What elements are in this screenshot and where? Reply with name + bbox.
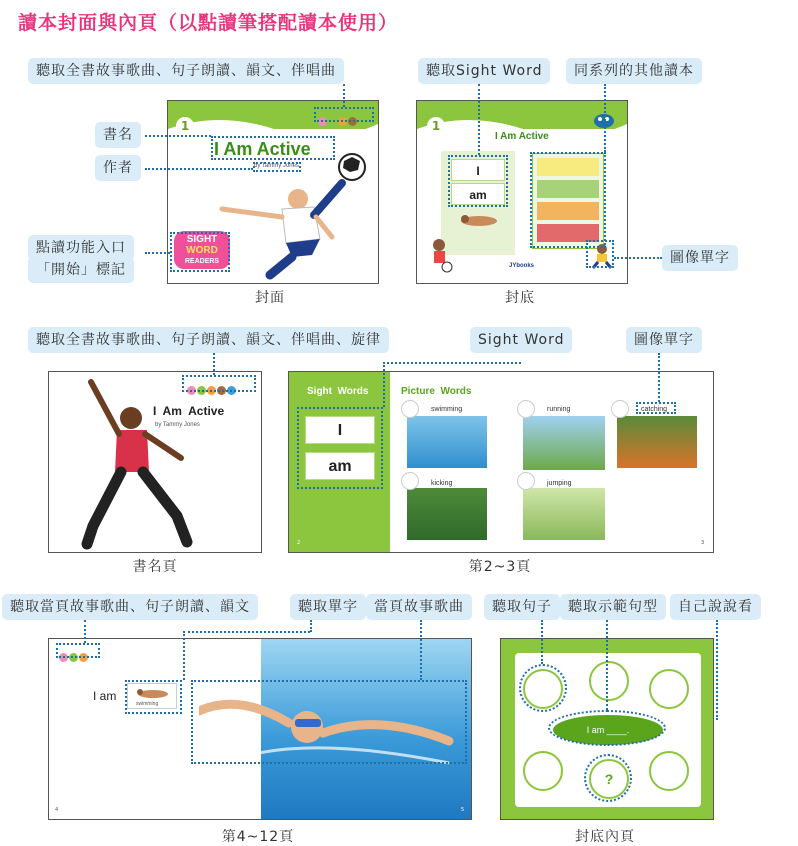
- tag-listen-sentence: 聽取句子: [484, 594, 560, 620]
- connector-line: [213, 353, 215, 375]
- jumping-boy-icon: [69, 376, 199, 552]
- caption-inner-back: 封底內頁: [575, 829, 635, 845]
- publisher-logo: JYbooks: [509, 263, 535, 269]
- tag-picture-word-2: 圖像單字: [626, 327, 702, 353]
- connector-line: [604, 84, 606, 152]
- sight-word-readers-logo[interactable]: SIGHT WORD READERS: [174, 231, 230, 269]
- title-page-author: by Tammy Jones: [155, 422, 200, 428]
- photo-running[interactable]: [523, 416, 605, 470]
- connector-line: [383, 362, 521, 364]
- running-sticker-icon: [517, 400, 535, 418]
- back-picture-hotspot: [586, 240, 614, 268]
- tag-sight-word-2: Sight Word: [470, 327, 572, 353]
- connector-line: [420, 620, 422, 680]
- story-word-label: swimming: [136, 701, 159, 707]
- tag-entry-line2: 「開始」標記: [28, 257, 134, 283]
- cover-author[interactable]: by Tammy Jones: [254, 163, 299, 169]
- connector-line: [614, 257, 662, 259]
- story-page-right: 5: [461, 807, 465, 813]
- back-series-hotspot: [530, 152, 606, 248]
- photo-kicking[interactable]: [407, 488, 487, 540]
- connector-line: [541, 620, 543, 664]
- catching-sticker-icon: [611, 400, 629, 418]
- picture-words-header: Picture Words: [401, 386, 472, 397]
- cover-icons-hotspot: [314, 107, 374, 122]
- back-number: 1: [427, 117, 445, 135]
- connector-line: [478, 84, 480, 155]
- girl-soccer-icon: [427, 237, 453, 273]
- page-title: 讀本封面與內頁（以點讀筆搭配讀本使用）: [18, 12, 399, 34]
- title-page: [48, 371, 262, 553]
- story-scene-hotspot: [191, 680, 467, 764]
- circle-question-icon[interactable]: ?: [589, 759, 629, 799]
- tag-picture-word: 圖像單字: [662, 245, 738, 271]
- tag-author: 作者: [95, 155, 141, 181]
- pic-label-jumping[interactable]: jumping: [547, 480, 572, 487]
- connector-line: [145, 252, 170, 254]
- caption-spread: 第2~3頁: [468, 559, 532, 575]
- pic-label-catching[interactable]: catching: [641, 406, 668, 413]
- inner-back-question-hotspot: [584, 754, 632, 802]
- connector-line: [183, 631, 185, 680]
- inner-back-pattern-hotspot: [548, 710, 666, 746]
- spread-catching-hotspot: [636, 402, 676, 414]
- photo-catching[interactable]: [617, 416, 697, 468]
- caption-title-page: 書名頁: [132, 559, 178, 575]
- pic-label-swimming[interactable]: swimming: [431, 406, 463, 413]
- connector-line: [145, 168, 253, 170]
- jumping-sticker-icon: [517, 472, 535, 490]
- caption-story: 第4~12頁: [221, 829, 295, 845]
- swimmer-icon: [457, 211, 501, 229]
- photo-jumping[interactable]: [523, 488, 605, 540]
- story-page-left: 4: [55, 807, 59, 813]
- story-sentence[interactable]: I am: [93, 689, 117, 703]
- connector-line: [310, 620, 312, 632]
- connector-line: [606, 620, 608, 710]
- cover-number: 1: [176, 117, 194, 135]
- tag-entry-line1: 點讀功能入口: [28, 235, 134, 261]
- spread-sight-hotspot: [297, 407, 383, 489]
- inner-back-sentence-hotspot: [519, 664, 567, 712]
- tag-sight-word: 聽取Sight Word: [418, 58, 550, 84]
- circle-running-icon[interactable]: [649, 669, 689, 709]
- pic-label-kicking[interactable]: kicking: [431, 480, 453, 487]
- cover-title-hotspot: [211, 136, 335, 160]
- tag-listen-all-title: 聽取全書故事歌曲、句子朗讀、韻文、伴唱曲、旋律: [28, 327, 389, 353]
- tag-listen-pattern: 聽取示範句型: [560, 594, 666, 620]
- story-icons-hotspot: [56, 643, 100, 658]
- tag-listen-page: 聽取當頁故事歌曲、句子朗讀、韻文: [2, 594, 258, 620]
- tag-series: 同系列的其他讀本: [566, 58, 702, 84]
- pic-label-running[interactable]: running: [547, 406, 571, 413]
- cover-book-title[interactable]: I Am Active: [214, 139, 311, 159]
- connector-line: [145, 135, 211, 137]
- spread-word-i[interactable]: I: [305, 416, 375, 444]
- tag-listen-all-cover: 聽取全書故事歌曲、句子朗讀、韻文、伴唱曲: [28, 58, 344, 84]
- spread-page-right: 3: [701, 540, 705, 546]
- cover-author-hotspot: [253, 162, 301, 172]
- caption-back: 封底: [505, 290, 535, 306]
- tag-book-name: 書名: [95, 122, 141, 148]
- connector-line: [383, 362, 385, 407]
- swimming-sticker-icon: [401, 400, 419, 418]
- photo-swimming[interactable]: [407, 416, 487, 468]
- back-word-am[interactable]: am: [451, 183, 505, 205]
- cover-logo-hotspot: [170, 232, 230, 272]
- connector-line: [343, 84, 345, 107]
- caption-cover: 封面: [255, 290, 285, 306]
- connector-line: [84, 620, 86, 643]
- connector-line: [716, 620, 718, 720]
- connector-line: [183, 631, 310, 633]
- tag-page-song: 當頁故事歌曲: [366, 594, 472, 620]
- spread-word-am[interactable]: am: [305, 452, 375, 480]
- back-sight-hotspot: [448, 155, 508, 207]
- title-icons-hotspot: [182, 375, 256, 392]
- tag-listen-word: 聽取單字: [290, 594, 366, 620]
- circle-kicking-icon[interactable]: [523, 751, 563, 791]
- title-page-book-title: I Am Active: [153, 404, 225, 418]
- circle-catching-icon[interactable]: [649, 751, 689, 791]
- tag-say-yourself: 自己說說看: [670, 594, 761, 620]
- kicking-sticker-icon: [401, 472, 419, 490]
- story-word-hotspot: [125, 680, 182, 714]
- back-book-title: I Am Active: [495, 131, 549, 142]
- back-word-i[interactable]: I: [451, 159, 505, 181]
- connector-line: [658, 353, 660, 402]
- pattern-bubble[interactable]: I am ____.: [553, 715, 663, 745]
- spread-page-left: 2: [297, 540, 301, 546]
- circle-swimming-icon[interactable]: [589, 661, 629, 701]
- sight-words-header: Sight Words: [307, 386, 369, 397]
